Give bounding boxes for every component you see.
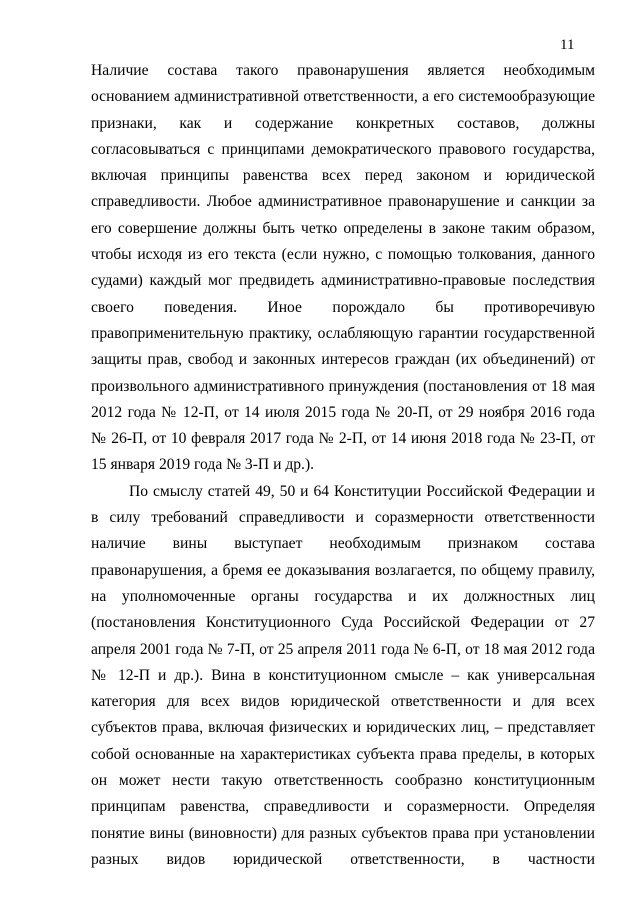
- text-line: произвольного административного принуждения (постановления от 18 мая: [91, 377, 595, 395]
- text-line: основанием административной ответственности, а его системообразующие: [91, 88, 595, 106]
- text-line: разных видов юридической ответственности, в частности: [91, 850, 595, 868]
- text-line: понятие вины (виновности) для разных субъектов права при установлении: [91, 824, 595, 842]
- text-line: 15 января 2019 года № 3-П и др.).: [91, 456, 315, 474]
- text-line: справедливости. Любое административное правонарушение и санкции за: [91, 193, 595, 211]
- text-line: наличие вины выступает необходимым признаком состава: [91, 535, 595, 553]
- text-line: субъектов права, включая физических и юридических лиц, – представляет: [91, 719, 595, 737]
- text-line: правонарушения, а бремя ее доказывания возлагается, по общему правилу,: [91, 561, 595, 579]
- text-line: судами) каждый мог предвидеть административно-правовые последствия: [91, 272, 595, 290]
- text-line: на уполномоченные органы государства и их должностных лиц: [91, 587, 595, 605]
- text-line: Наличие состава такого правонарушения является необходимым: [91, 62, 595, 79]
- page-number: 11: [560, 37, 575, 53]
- text-line: категория для всех видов юридической ответственности и для всех: [91, 693, 595, 711]
- text-line: № 12-П и др.). Вина в конституционном смысле – как универсальная: [91, 666, 595, 684]
- text-line: он может нести такую ответственность сообразно конституционным: [91, 772, 595, 790]
- text-line: защиты прав, свобод и законных интересов граждан (их объединений) от: [91, 351, 595, 369]
- text-line: 2012 года № 12-П, от 14 июля 2015 года № 20-П, от 29 ноября 2016 года: [91, 403, 595, 421]
- text-line: принципам равенства, справедливости и соразмерности. Определяя: [91, 798, 595, 816]
- text-line: включая принципы равенства всех перед законом и юридической: [91, 167, 595, 185]
- text-line: собой основанные на характеристиках субъекта права пределы, в которых: [91, 745, 595, 763]
- text-line: чтобы исходя из его текста (если нужно, с помощью толкования, данного: [91, 246, 595, 264]
- text-line: согласовываться с принципами демократического правового государства,: [91, 140, 595, 158]
- text-line: своего поведения. Иное порождало бы противоречивую: [91, 298, 595, 316]
- text-line: признаки, как и содержание конкретных составов, должны: [91, 114, 595, 132]
- document-body: [91, 58, 595, 873]
- text-line: в силу требований справедливости и соразмерности ответственности: [91, 509, 595, 527]
- text-line: его совершение должны быть четко определены в законе таким образом,: [91, 219, 595, 237]
- text-line: (постановления Конституционного Суда Российской Федерации от 27: [91, 614, 595, 632]
- text-line: № 26-П, от 10 февраля 2017 года № 2-П, от 14 июня 2018 года № 23-П, от: [91, 430, 595, 448]
- text-line: По смыслу статей 49, 50 и 64 Конституции Российской Федерации и: [129, 482, 595, 500]
- text-line: апреля 2001 года № 7-П, от 25 апреля 2011 года № 6-П, от 18 мая 2012 года: [91, 640, 595, 658]
- text-line: правоприменительную практику, ослабляющую гарантии государственной: [91, 324, 595, 342]
